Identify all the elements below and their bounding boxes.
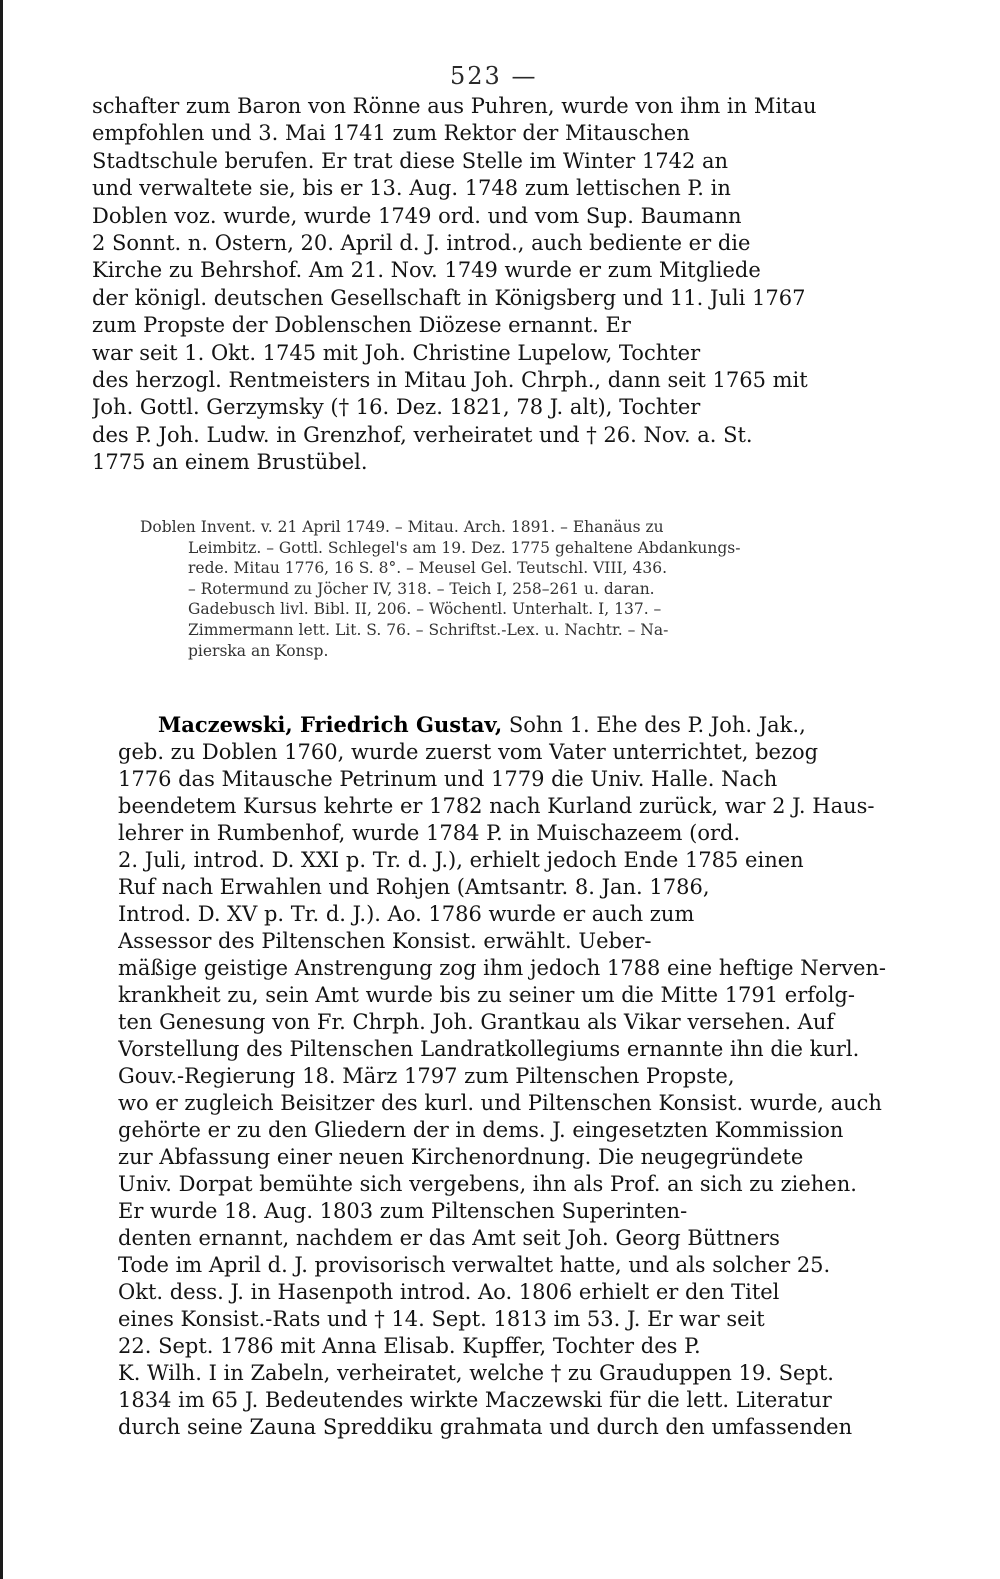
- text-line: ten Genesung von Fr. Chrph. Joh. Grantkau als Vikar versehen. Auf: [118, 1010, 835, 1034]
- entry-headword: Maczewski, Friedrich Gustav,: [158, 712, 503, 737]
- text-line: Ruf nach Erwahlen und Rohjen (Amtsantr. 8. Jan. 1786,: [118, 875, 710, 899]
- text-line: Kirche zu Behrshof. Am 21. Nov. 1749 wurde er zum Mitgliede: [92, 258, 761, 283]
- text-line: lehrer in Rumbenhof, wurde 1784 P. in Muischazeem (ord.: [118, 821, 741, 845]
- reference-line: pierska an Konsp.: [188, 641, 329, 660]
- entry-first-line-text: Sohn 1. Ehe des P. Joh. Jak.,: [502, 713, 806, 737]
- text-line: Okt. dess. J. in Hasenpoth introd. Ao. 1806 erhielt er den Titel: [118, 1280, 780, 1304]
- reference-line: Leimbitz. – Gottl. Schlegel's am 19. Dez. 1775 gehaltene Abdankungs-: [188, 538, 741, 557]
- text-line: geb. zu Doblen 1760, wurde zuerst vom Vater unterrichtet, bezog: [118, 740, 819, 764]
- text-line: Stadtschule berufen. Er trat diese Stelle im Winter 1742 an: [92, 148, 729, 173]
- text-line: Tode im April d. J. provisorisch verwaltet hatte, und als solcher 25.: [118, 1253, 831, 1277]
- text-line: und verwaltete sie, bis er 13. Aug. 1748 zum lettischen P. in: [92, 176, 731, 201]
- text-line: denten ernannt, nachdem er das Amt seit Joh. Georg Büttners: [118, 1226, 780, 1250]
- text-line: eines Konsist.-Rats und † 14. Sept. 1813 im 53. J. Er war seit: [118, 1307, 765, 1331]
- text-line: der königl. deutschen Gesellschaft in Königsberg und 11. Juli 1767: [92, 285, 806, 310]
- page-edge-rule: [0, 0, 3, 1579]
- reference-line: Gadebusch livl. Bibl. II, 206. – Wöchentl. Unterhalt. I, 137. –: [188, 600, 662, 619]
- text-line: gehörte er zu den Gliedern der in dems. J. eingesetzten Kommission: [118, 1118, 844, 1142]
- text-line: durch seine Zauna Spreddiku grahmata und durch den umfassenden: [118, 1415, 853, 1439]
- text-line: 1834 im 65 J. Bedeutendes wirkte Maczewski für die lett. Literatur: [118, 1388, 832, 1412]
- entry-first-line: [118, 711, 908, 739]
- text-line: Joh. Gottl. Gerzymsky († 16. Dez. 1821, 78 J. alt), Tochter: [92, 395, 701, 420]
- text-line: krankheit zu, sein Amt wurde bis zu seiner um die Mitte 1791 erfolg-: [118, 983, 855, 1007]
- text-line: war seit 1. Okt. 1745 mit Joh. Christine Lupelow, Tochter: [92, 340, 701, 365]
- text-line: des herzogl. Rentmeisters in Mitau Joh. Chrph., dann seit 1765 mit: [92, 368, 808, 393]
- text-line: Er wurde 18. Aug. 1803 zum Piltenschen Superinten-: [118, 1199, 688, 1223]
- text-line: zum Propste der Doblenschen Diözese ernannt. Er: [92, 313, 631, 338]
- page-number: 523 —: [450, 62, 538, 90]
- text-line: 2 Sonnt. n. Ostern, 20. April d. J. introd., auch bediente er die: [92, 231, 751, 256]
- text-line: 1776 das Mitausche Petrinum und 1779 die Univ. Halle. Nach: [118, 767, 778, 791]
- text-line: Vorstellung des Piltenschen Landratkollegiums ernannte ihn die kurl.: [118, 1037, 860, 1061]
- text-line: empfohlen und 3. Mai 1741 zum Rektor der Mitauschen: [92, 121, 690, 146]
- text-line: 1775 an einem Brustübel.: [92, 450, 368, 475]
- text-line: Introd. D. XV p. Tr. d. J.). Ao. 1786 wurde er auch zum: [118, 902, 695, 926]
- text-line: 22. Sept. 1786 mit Anna Elisab. Kupffer, Tochter des P.: [118, 1334, 701, 1358]
- text-line: beendetem Kursus kehrte er 1782 nach Kurland zurück, war 2 J. Haus-: [118, 794, 875, 818]
- text-line: schafter zum Baron von Rönne aus Puhren, wurde von ihm in Mitau: [92, 94, 817, 118]
- text-line: zur Abfassung einer neuen Kirchenordnung. Die neugegründete: [118, 1145, 804, 1169]
- biography-entry: [118, 711, 908, 1441]
- reference-line: Zimmermann lett. Lit. S. 76. – Schriftst.-Lex. u. Nachtr. – Na-: [188, 620, 669, 639]
- text-line: Assessor des Piltenschen Konsist. erwählt. Ueber-: [118, 929, 652, 953]
- reference-line: – Rotermund zu Jöcher IV, 318. – Teich I, 258–261 u. daran.: [188, 579, 655, 598]
- text-line: wo er zugleich Beisitzer des kurl. und Piltenschen Konsist. wurde, auch: [118, 1091, 882, 1115]
- reference-line: Doblen Invent. v. 21 April 1749. – Mitau. Arch. 1891. – Ehanäus zu: [140, 518, 664, 536]
- text-line: mäßige geistige Anstrengung zog ihm jedoch 1788 eine heftige Nerven-: [118, 956, 887, 980]
- references-block: [140, 517, 908, 661]
- reference-line: rede. Mitau 1776, 16 S. 8°. – Meusel Gel. Teutschl. VIII, 436.: [188, 559, 668, 578]
- text-line: Univ. Dorpat bemühte sich vergebens, ihn als Prof. an sich zu ziehen.: [118, 1172, 857, 1196]
- text-line: Doblen voz. wurde, wurde 1749 ord. und vom Sup. Baumann: [92, 203, 742, 228]
- text-line: des P. Joh. Ludw. in Grenzhof, verheiratet und † 26. Nov. a. St.: [92, 422, 753, 447]
- text-line: 2. Juli, introd. D. XXI p. Tr. d. J.), erhielt jedoch Ende 1785 einen: [118, 848, 804, 872]
- text-line: K. Wilh. I in Zabeln, verheiratet, welche † zu Grauduppen 19. Sept.: [118, 1361, 834, 1385]
- entry-continuation: [92, 93, 907, 477]
- text-line: Gouv.-Regierung 18. März 1797 zum Piltenschen Propste,: [118, 1064, 735, 1088]
